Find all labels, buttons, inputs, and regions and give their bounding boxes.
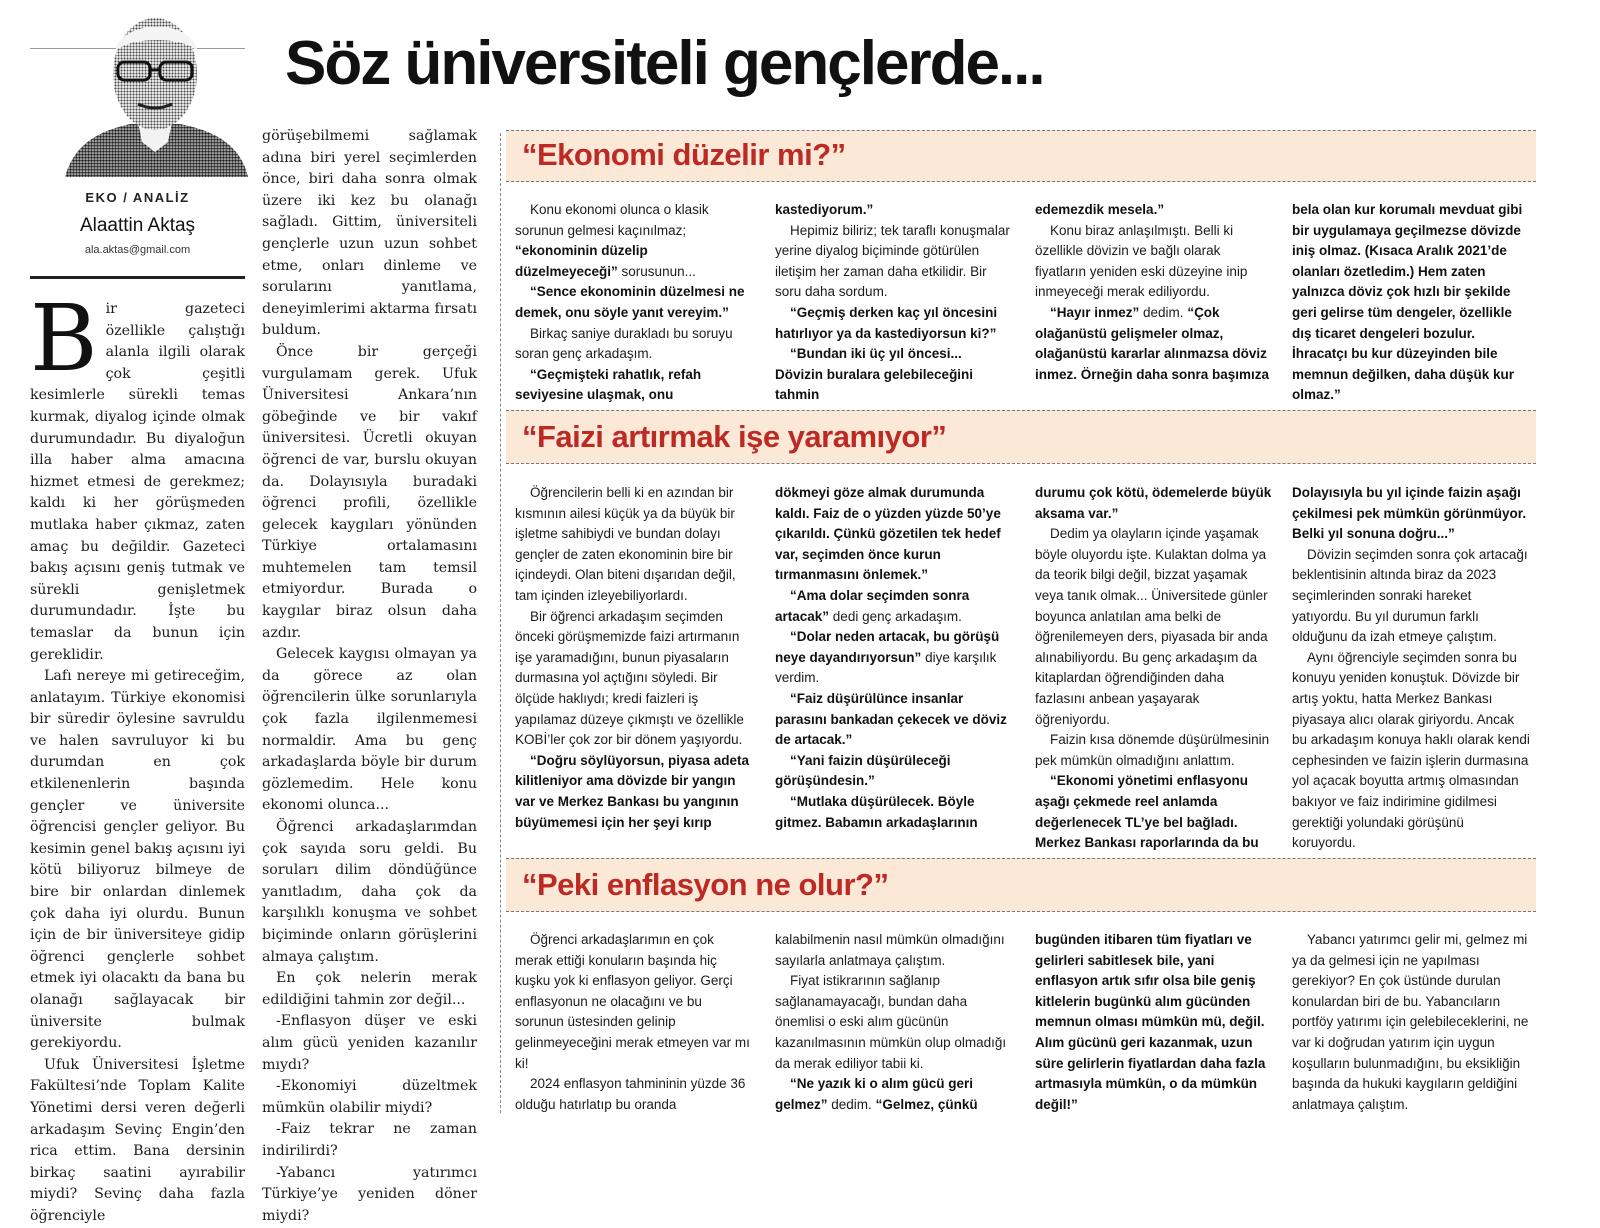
- author-email[interactable]: ala.aktas@gmail.com: [84, 244, 191, 256]
- s3-column-1: [515, 930, 753, 1115]
- s2-paragraph: Dedim ya olayların içinde yaşamak böyle oluyordu işte. Kulaktan dolma ya da teorik bilgi değil, bizzat yaşamak veya tanık olmak... Üniversitede günler boyunca anlatılan ama belki de öğrenilemeyen ders, piyasada bir anda alınabiliyordu. Bu genç arkadaşım da kitaplardan öğrendiğinden daha fazlasını anbean yaşayarak öğreniyordu.: [1035, 526, 1268, 727]
- s2-quote: “Mutlaka düşürülecek. Böyle gitmez. Babamın arkadaşlarının: [775, 793, 978, 830]
- s2-quote: “Dolar neden artacak, bu görüşü neye dayandırıyorsun” diye karşılık verdim.: [775, 629, 1000, 686]
- s3-quote: bugünden itibaren tüm fiyatları ve gelirleri sabitlesek bile, yani enflasyon artık sıfır olsa bile geniş kitlelerin bugünkü alım gücünden memnun olması mümkün mü, değil. Alım gücünü geri kazanmak, uzun süre gelirlerin fiyatlardan daha fazla artmasıyla mümkün, o da mümkün değil!”: [1035, 932, 1266, 1112]
- s3-column-2: [775, 930, 1013, 1115]
- s1-quote: bela olan kur korumalı mevduat gibi bir uygulamaya geçilmezse dövizde iniş olmaz. (Kısaca Aralık 2021’de olanları özetledim.) Hem zaten yalnızca döviz çok hızlı bir şekilde geri gelirse tüm dengeler, özellikle dış ticaret dengeleri bozulur. İhracatçı bu kur düzeyinden bile memnun değilken, daha düşük kur olmaz.”: [1292, 202, 1523, 403]
- author-rule: [30, 276, 245, 279]
- s1-paragraph: Hepimiz biliriz; tek taraflı konuşmalar yerine diyalog biçiminde götürülen iletişim her zaman daha etkilidir. Bir soru daha sordum.: [775, 222, 1010, 300]
- subhead-economy: “Ekonomi düzelir mi?”: [522, 137, 846, 172]
- s3-paragraph: Yabancı yatırımcı gelir mi, gelmez mi ya da gelmesi için ne yapılması gerekiyor? En çok üstünde durulan konulardan biri de bu. Yabancıların portföy yatırımı için gelebileceklerini, ne var ki doğrudan yatırım için uygun koşulların bulunmadığını, bu eksikliğin başında da hukuki kaygıların geldiğini anlatmaya çalıştım.: [1292, 932, 1529, 1112]
- s3-quote: “Ne yazık ki o alım gücü geri gelmez” dedim. “Gelmez, çünkü: [775, 1076, 978, 1112]
- s2-quote: Dolayısıyla bu yıl içinde faizin aşağı çekilmesi pek mümkün görünmüyor. Belki yıl sonuna doğru...”: [1292, 485, 1527, 542]
- question-item: -Faiz tekrar ne zaman indirilirdi?: [262, 1121, 477, 1159]
- s1-paragraph: Birkaç saniye durakladı bu soruyu soran genç arkadaşım.: [515, 325, 733, 362]
- s1-quote: “Bundan iki üç yıl öncesi... Dövizin buralara gelebileceğini tahmin: [775, 346, 974, 403]
- body-paragraph: görüşebilmemi sağlamak adına biri yerel seçimlerden önce, biri daha sonra olmak üzere iki kez bu olanağı sağladı. Gittim, üniversiteli gençlerle uzun uzun sohbet etme, onları dinleme ve sorularını yanıtlama, deneyimlerimi aktarma fırsatı buldum.: [262, 128, 477, 339]
- s2-quote: “Ama dolar seçimden sonra artacak” dedi genç arkadaşım.: [775, 587, 970, 624]
- s2-column-2: [775, 483, 1013, 833]
- s2-column-3: [1035, 483, 1273, 874]
- s1-quote: edemezdik mesela.”: [1035, 202, 1165, 217]
- author-portrait: [60, 12, 250, 177]
- author-name: Alaattin Aktaş: [79, 215, 196, 236]
- s2-paragraph: Dövizin seçimden sonra çok artacağı beklentisinin altında biraz da 2023 seçimlerinden sonraki hareket yatıyordu. Bu yıl durumun farklı olduğunu da izah etmeye çalıştım.: [1292, 546, 1528, 645]
- question-item: -Enflasyon düşer ve eski alım gücü yeniden kazanılır mıydı?: [262, 1013, 477, 1073]
- s3-column-3: [1035, 930, 1273, 1115]
- page-title: Söz üniversiteli gençlerde...: [285, 29, 1044, 98]
- body-paragraph: Ufuk Üniversitesi İşletme Fakültesi’nde Toplam Kalite Yönetimi dersi veren değerli arkadaşım Sevinç Engin’den rica ettim. Bana dersinin birkaç saatini ayırabilir miydi? Sevinç daha fazla öğrenciyle: [30, 1056, 245, 1224]
- s2-quote: “Ekonomi yönetimi enflasyonu aşağı çekmede reel anlamda değerlenecek TL’ye bel bağladı. Merkez Bankası raporlarında da bu: [1035, 773, 1259, 851]
- s1-column-1: [515, 200, 753, 406]
- drop-cap: B: [30, 285, 98, 392]
- s1-quote: “Sence ekonominin düzelmesi ne demek, onu söyle yanıt vereyim.”: [515, 284, 745, 320]
- s3-paragraph: 2024 enflasyon tahmininin yüzde 36 olduğu hatırlatıp bu oranda: [515, 1076, 746, 1112]
- s1-paragraph: Konu ekonomi olunca o klasik sorunun gelmesi kaçınılmaz; “ekonominin düzelip düzelmeyeceği” sorusunun...: [515, 202, 709, 279]
- s2-paragraph: Bir öğrenci arkadaşım seçimden önceki görüşmemizde faizi artırmanın işe yaramadığını, bunun piyasaların durmasına yol açtığını söyledi. Bir ölçüde haklıydı; kredi faizleri iş yapılamaz düzeye çıkmıştı ve özellikle KOBİ’ler çok zor bir dönem yaşıyordu.: [515, 608, 744, 748]
- s1-quote: “Geçmiş derken kaç yıl öncesini hatırlıyor ya da kastediyorsun ki?”: [775, 304, 998, 341]
- s1-column-3: [1035, 200, 1273, 385]
- subhead-interest: “Faizi artırmak işe yaramıyor”: [522, 419, 947, 454]
- s2-quote: dökmeyi göze almak durumunda kaldı. Faiz de o yüzden yüzde 50’ye çıkarıldı. Çünkü gözetilen tek hedef var, seçimden önce kurun tırmanmasını önlemek.”: [775, 485, 1001, 583]
- s2-quote: “Faiz düşürülünce insanlar parasını bankadan çekecek ve döviz de artacak.”: [775, 690, 1007, 748]
- s1-column-4: [1292, 200, 1530, 406]
- s2-column-4: [1292, 483, 1530, 854]
- column-divider: [500, 133, 501, 1113]
- s1-paragraph: Konu biraz anlaşılmıştı. Belli ki özellikle dövizin ve bağlı olarak fiyatların yeniden eski düzeyine inip inmeyeceği merak ediliyordu.: [1035, 222, 1248, 300]
- intro-column-1: [30, 285, 246, 1228]
- body-paragraph: En çok nelerin merak edildiğini tahmin zor değil...: [262, 970, 477, 1008]
- s2-quote: “Yani faizin düşürüleceği görüşündesin.”: [775, 752, 951, 789]
- intro-column-2: [262, 126, 477, 1227]
- s1-quote: “Hayır inmez” dedim. “Çok olağanüstü gelişmeler olmaz, olağanüstü kararlar alınmazsa döviz inmez. Örneğin daha sonra başımıza: [1035, 304, 1270, 382]
- s2-column-1: [515, 483, 753, 833]
- s2-paragraph: Aynı öğrenciyle seçimden sonra bu konuyu yeniden konuştuk. Dövizde bir artış yoktu, hatta Merkez Bankası piyasaya alıcı olarak giriyordu. Ancak bu arkadaşım konuya haklı olarak kendi cephesinden ve faizin işlerin durmasına yol açacak boyutta artmış olmasından bakıyor ve faiz indirimine gidilmesi gerektiği yolundaki görüşünü koruyordu.: [1292, 649, 1530, 851]
- s2-paragraph: Öğrencilerin belli ki en azından bir kısmının ailesi küçük ya da büyük bir işletme sahibiydi ve bundan dolayı gençler de zaten ekonominin bire bir içindeydi. Olan biteni dışarıdan değil, tam içinden izleyebiliyorlardı.: [515, 485, 736, 603]
- s2-quote: “Doğru söylüyorsun, piyasa adeta kilitleniyor ama dövizde bir yangın var ve Merkez Bankası bu yangının büyümemesi için her şeyi kırıp: [515, 752, 750, 830]
- s1-quote: kastediyorum.”: [775, 202, 874, 217]
- s1-quote: “Geçmişteki rahatlık, refah seviyesine ulaşmak, onu: [515, 366, 702, 403]
- subhead-inflation: “Peki enflasyon ne olur?”: [522, 867, 889, 902]
- question-item: -Yabancı yatırımcı Türkiye’ye yeniden döner miydi?: [262, 1164, 477, 1224]
- s3-paragraph: kalabilmenin nasıl mümkün olmadığını sayılarla anlatmaya çalıştım.: [775, 932, 1005, 968]
- body-paragraph: Öğrenci arkadaşlarımdan çok sayıda soru geldi. Bu soruları dilim döndüğünce yanıtladım, daha çok da karşılıklı konuşma ve sohbet biçiminde onların görüşlerini almaya çalıştım.: [262, 819, 477, 965]
- body-paragraph: Lafı nereye mi getireceğim, anlatayım. Türkiye ekonomisi bir süredir öylesine savruldu ve halen savruluyor ki bu durumdan en çok etkilenenlerin başında gençler ve üniversite öğrencisi gençler geliyor. Bu kesimin genel bakış açısını iyi kötü biliyoruz bilmeye de bire bir onlardan dinlemek çok daha iyi olurdu. Bunun için de bir üniversiteye gidip öğrenci gençlerle sohbet etmek iyi olacaktı da bana bu olanağı sağlayacak bir üniversite bulmak gerekiyordu.: [30, 668, 246, 1052]
- body-paragraph: ir gazeteci özellikle çalıştığı alanla ilgili olarak çok çeşitli kesimlerle sürekli temas kurmak, diyalog içinde olmak durumundadır. Bu diyaloğun illa haber alma amacına hizmet etmesi de gerekmez; kaldı ki her görüşmeden mutlaka haber çıkmaz, zaten amaç bu değildir. Gazeteci bakış açısını geniş tutmak ve sürekli genişletmek durumundadır. İşte bu temaslar da bunun için gereklidir.: [30, 301, 245, 663]
- s3-paragraph: Öğrenci arkadaşlarımın en çok merak ettiği konuların başında hiç kuşku yok ki enflasyon geliyor. Gerçi enflasyonun ne olacağını ve bu sorunun üstesinden gelinip gelinmeyeceğini merak etmeyen var mı ki!: [515, 932, 750, 1071]
- s3-column-4: [1292, 930, 1530, 1115]
- body-paragraph: Önce bir gerçeği vurgulamam gerek. Ufuk Üniversitesi Ankara’nın göbeğinde ve bir vakıf üniversitesi. Ücretli okuyan öğrenci de var, burslu okuyan da. Dolayısıyla buradaki öğrenci profili, özellikle gelecek kaygıları yönünden Türkiye ortalamasını muhtemelen tam temsil etmiyordur. Burada o kaygılar biraz olsun daha azdır.: [262, 343, 477, 641]
- subhead-band-1: [506, 130, 1536, 182]
- subhead-band-3: [506, 858, 1536, 912]
- question-item: -Ekonomiyi düzeltmek mümkün olabilir miydi?: [262, 1078, 477, 1116]
- body-paragraph: Gelecek kaygısı olmayan ya da görece az olan öğrencilerin ülke sorunlarıyla çok fazla ilgilenmemesi normaldir. Ama bu genç arkadaşlarda böyle bir durum gözlemedim. Hele konu ekonomi olunca...: [262, 646, 477, 814]
- s2-paragraph: Faizin kısa dönemde düşürülmesinin pek mümkün olmadığını anlattım.: [1035, 732, 1270, 768]
- subhead-band-2: [506, 410, 1536, 464]
- section-label: EKO / ANALİZ: [85, 190, 190, 205]
- s1-column-2: [775, 200, 1013, 406]
- s3-paragraph: Fiyat istikrarının sağlanıp sağlanamayacağı, bundan daha önemlisi o eski alım gücünün kazanılmasının mümkün olup olmadığı da merak ediliyor tabii ki.: [775, 973, 1007, 1071]
- s2-quote: durumu çok kötü, ödemelerde büyük aksama var.”: [1035, 485, 1272, 521]
